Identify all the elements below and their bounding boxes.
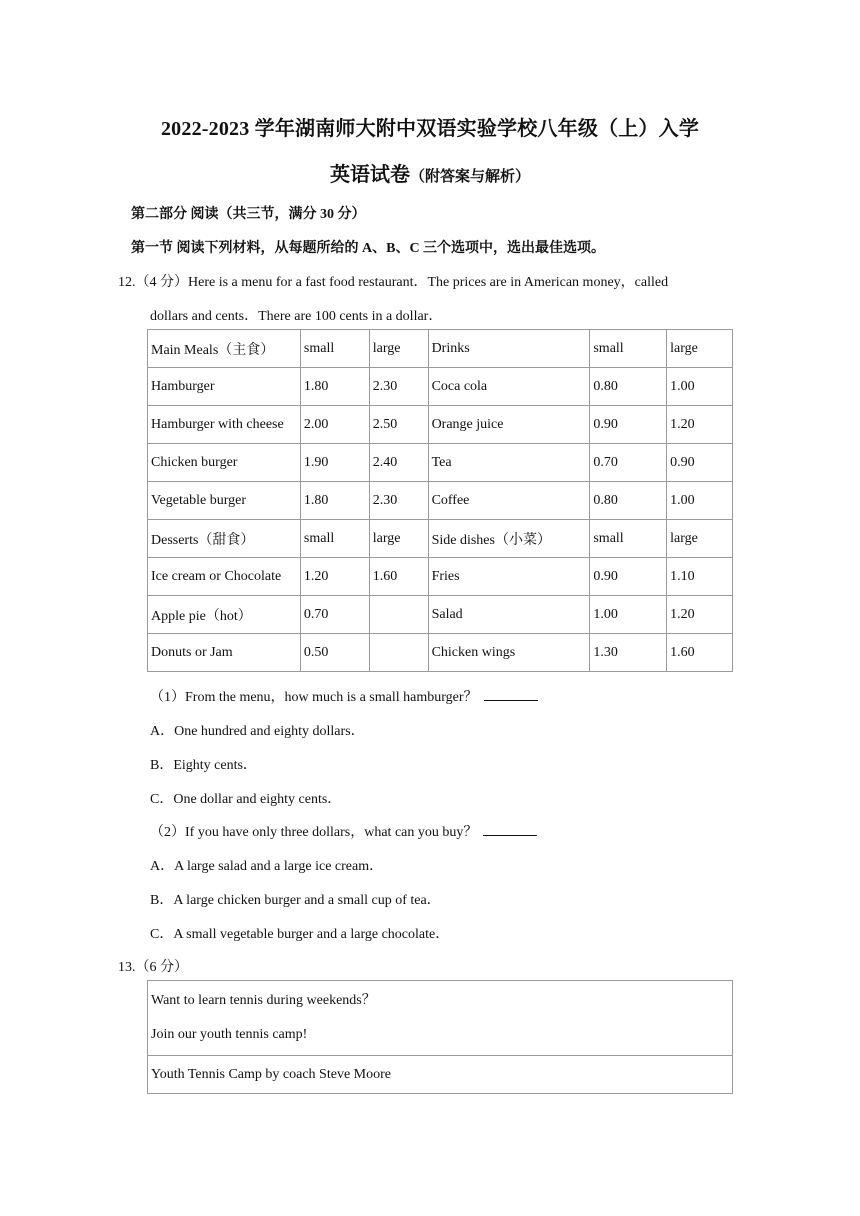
menu-cell: 1.20: [300, 558, 369, 596]
menu-table: [147, 329, 733, 672]
q12-intro-line1: 12.（4 分）Here is a menu for a fast food restaurant．The prices are in American money，called: [118, 275, 669, 290]
menu-cell: 2.30: [369, 482, 428, 520]
q12-sub2-question: [150, 821, 537, 841]
menu-cell: small: [300, 330, 369, 368]
menu-cell: Tea: [428, 444, 590, 482]
menu-cell: Fries: [428, 558, 590, 596]
menu-cell: Orange juice: [428, 406, 590, 444]
menu-cell: Coffee: [428, 482, 590, 520]
menu-cell: Hamburger with cheese: [148, 406, 301, 444]
menu-cell: 2.30: [369, 368, 428, 406]
menu-cell: 1.00: [590, 596, 667, 634]
q12-sub1-option-a: A．One hundred and eighty dollars．: [150, 724, 365, 739]
menu-cell: 1.20: [667, 406, 733, 444]
menu-cell: large: [667, 330, 733, 368]
menu-cell: 1.20: [667, 596, 733, 634]
tennis-camp-line1: Want to learn tennis during weekends？: [151, 993, 376, 1008]
part-heading: 第二部分 阅读（共三节，满分 30 分）: [131, 207, 366, 222]
q12-sub1-option-b: B．Eighty cents．: [150, 758, 257, 773]
menu-row: [148, 558, 733, 596]
exam-title-main: 英语试卷: [329, 164, 410, 186]
menu-cell: [369, 596, 428, 634]
tennis-camp-box: [147, 980, 733, 1094]
q12-sub1-option-c: C．One dollar and eighty cents．: [150, 792, 342, 807]
q12-sub2-option-b: B．A large chicken burger and a small cup of tea．: [150, 893, 441, 908]
menu-row: [148, 406, 733, 444]
q12-sub2-question-text: （2）If you have only three dollars，what can you buy？: [150, 825, 478, 840]
menu-cell: 1.60: [667, 634, 733, 672]
menu-cell: Side dishes（小菜）: [428, 520, 590, 558]
menu-cell: 0.50: [300, 634, 369, 672]
tennis-camp-title-cell: Youth Tennis Camp by coach Steve Moore: [148, 1056, 733, 1094]
menu-row: [148, 368, 733, 406]
menu-cell: 1.60: [369, 558, 428, 596]
menu-cell: Hamburger: [148, 368, 301, 406]
menu-cell: 1.00: [667, 482, 733, 520]
menu-cell: 2.40: [369, 444, 428, 482]
menu-cell: Main Meals（主食）: [148, 330, 301, 368]
menu-cell: 1.80: [300, 482, 369, 520]
menu-cell: 0.90: [590, 406, 667, 444]
menu-cell: 0.90: [590, 558, 667, 596]
menu-cell: 1.30: [590, 634, 667, 672]
menu-row: [148, 596, 733, 634]
menu-cell: 2.50: [369, 406, 428, 444]
menu-cell: [369, 634, 428, 672]
menu-cell: Ice cream or Chocolate: [148, 558, 301, 596]
menu-cell: Salad: [428, 596, 590, 634]
q12-sub1-question: [150, 686, 538, 706]
menu-cell: Vegetable burger: [148, 482, 301, 520]
menu-cell: 0.90: [667, 444, 733, 482]
answer-blank[interactable]: [483, 823, 537, 836]
menu-cell: 0.80: [590, 482, 667, 520]
menu-cell: Desserts（甜食）: [148, 520, 301, 558]
menu-cell: 2.00: [300, 406, 369, 444]
menu-row: [148, 634, 733, 672]
menu-header-row: [148, 520, 733, 558]
menu-cell: large: [667, 520, 733, 558]
menu-cell: small: [590, 520, 667, 558]
menu-cell: Drinks: [428, 330, 590, 368]
exam-title-line2: [0, 158, 860, 187]
q12-sub1-question-text: （1）From the menu，how much is a small hamburger？: [150, 690, 478, 705]
menu-cell: Coca cola: [428, 368, 590, 406]
q12-sub2-option-c: C．A small vegetable burger and a large chocolate．: [150, 927, 450, 942]
menu-cell: Chicken burger: [148, 444, 301, 482]
menu-cell: Apple pie（hot）: [148, 596, 301, 634]
menu-cell: 0.80: [590, 368, 667, 406]
menu-cell: small: [590, 330, 667, 368]
q13-label: 13.（6 分）: [118, 960, 188, 975]
menu-cell: 1.90: [300, 444, 369, 482]
menu-cell: Chicken wings: [428, 634, 590, 672]
q12-intro-line2: dollars and cents．There are 100 cents in a dollar．: [150, 309, 443, 324]
exam-title-subtitle: （附答案与解析）: [409, 169, 530, 185]
menu-row: [148, 444, 733, 482]
menu-cell: 0.70: [590, 444, 667, 482]
menu-cell: large: [369, 330, 428, 368]
menu-cell: 1.00: [667, 368, 733, 406]
tennis-camp-line2: Join our youth tennis camp!: [151, 1027, 308, 1042]
menu-row: [148, 482, 733, 520]
menu-header-row: [148, 330, 733, 368]
menu-cell: 0.70: [300, 596, 369, 634]
menu-cell: 1.80: [300, 368, 369, 406]
exam-title-line1: 2022-2023 学年湖南师大附中双语实验学校八年级（上）入学: [160, 118, 700, 140]
menu-cell: small: [300, 520, 369, 558]
menu-cell: 1.10: [667, 558, 733, 596]
menu-cell: Donuts or Jam: [148, 634, 301, 672]
menu-cell: large: [369, 520, 428, 558]
tennis-camp-intro-cell: [148, 981, 733, 1056]
q12-sub2-option-a: A．A large salad and a large ice cream．: [150, 859, 384, 874]
answer-blank[interactable]: [484, 688, 538, 701]
section-heading: 第一节 阅读下列材料，从每题所给的 A、B、C 三个选项中，选出最佳选项。: [131, 241, 606, 256]
